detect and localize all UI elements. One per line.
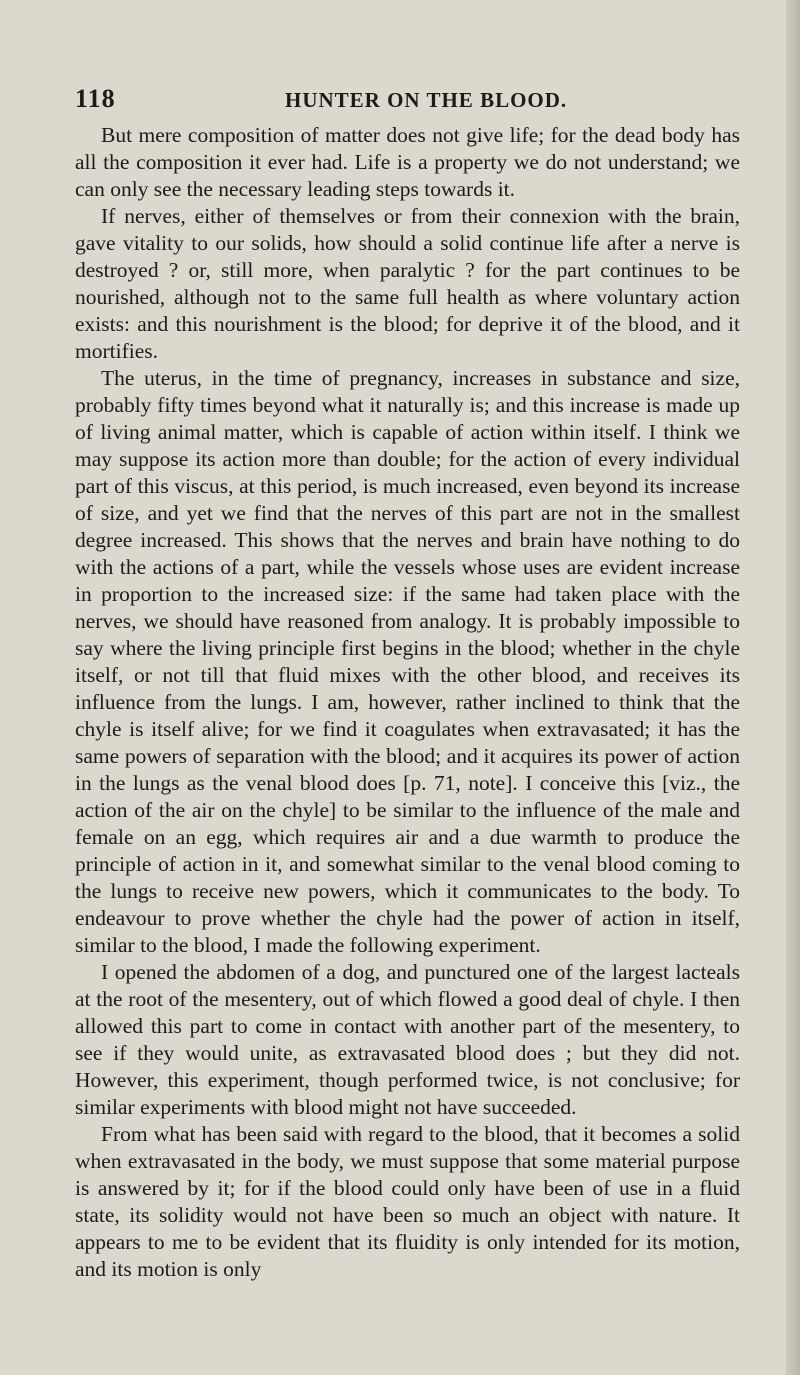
page-header	[75, 84, 740, 120]
running-head: HUNTER ON THE BLOOD.	[285, 88, 568, 112]
paragraph: But mere composition of matter does not give life; for the dead body has all the composition it ever had. Life is a property we do not understand; we can only see the necessary leading steps towards it.	[75, 123, 740, 201]
paragraph: The uterus, in the time of pregnancy, increases in substance and size, probably fifty times beyond what it naturally is; and this increase is made up of living animal matter, which is capable of action within itself. I think we may suppose its action more than double; for the action of every individual part of this viscus, at this period, is much increased, even beyond its increase of size, and yet we find that the nerves of this part are not in the smallest degree increased. This shows that the nerves and brain have nothing to do with the actions of a part, while the vessels whose uses are evident increase in proportion to the increased size: if the same had taken place with the nerves, we should have reasoned from analogy. It is probably impossible to say where the living principle first begins in the blood; whether in the chyle itself, or not till that fluid mixes with the other blood, and receives its influence from the lungs. I am, however, rather inclined to think that the chyle is itself alive; for we find it coagulates when extravasated; it has the same powers of separation with the blood; and it acquires its power of action in the lungs as the venal blood does [p. 71, note]. I conceive this [viz., the action of the air on the chyle] to be similar to the influence of the male and female on an egg, which requires air and a due warmth to produce the principle of action in it, and somewhat similar to the venal blood coming to the lungs to receive new powers, which it communicates to the body. To endeavour to prove whether the chyle had the power of action in itself, similar to the blood, I made the following experiment.	[75, 366, 740, 957]
paragraph: If nerves, either of themselves or from their connexion with the brain, gave vitality to our solids, how should a solid continue life after a nerve is destroyed ? or, still more, when paralytic ? for the part continues to be nourished, although not to the same full health as where voluntary action exists: and this nourishment is the blood; for deprive it of the blood, and it mortifies.	[75, 204, 740, 363]
page-edge	[786, 0, 800, 1375]
page-number: 118	[75, 84, 116, 113]
paragraph: From what has been said with regard to the blood, that it becomes a solid when extravasated in the body, we must suppose that some material purpose is answered by it; for if the blood could only have been of use in a fluid state, its solidity would not have been so much an object with nature. It appears to me to be evident that its fluidity is only intended for its motion, and its motion is only	[75, 1122, 740, 1281]
body-text	[75, 122, 740, 1283]
paragraph: I opened the abdomen of a dog, and punctured one of the largest lacteals at the root of the mesentery, out of which flowed a good deal of chyle. I then allowed this part to come in contact with another part of the mesentery, to see if they would unite, as extravasated blood does ; but they did not. However, this experiment, though performed twice, is not conclusive; for similar experiments with blood might not have succeeded.	[75, 960, 740, 1119]
